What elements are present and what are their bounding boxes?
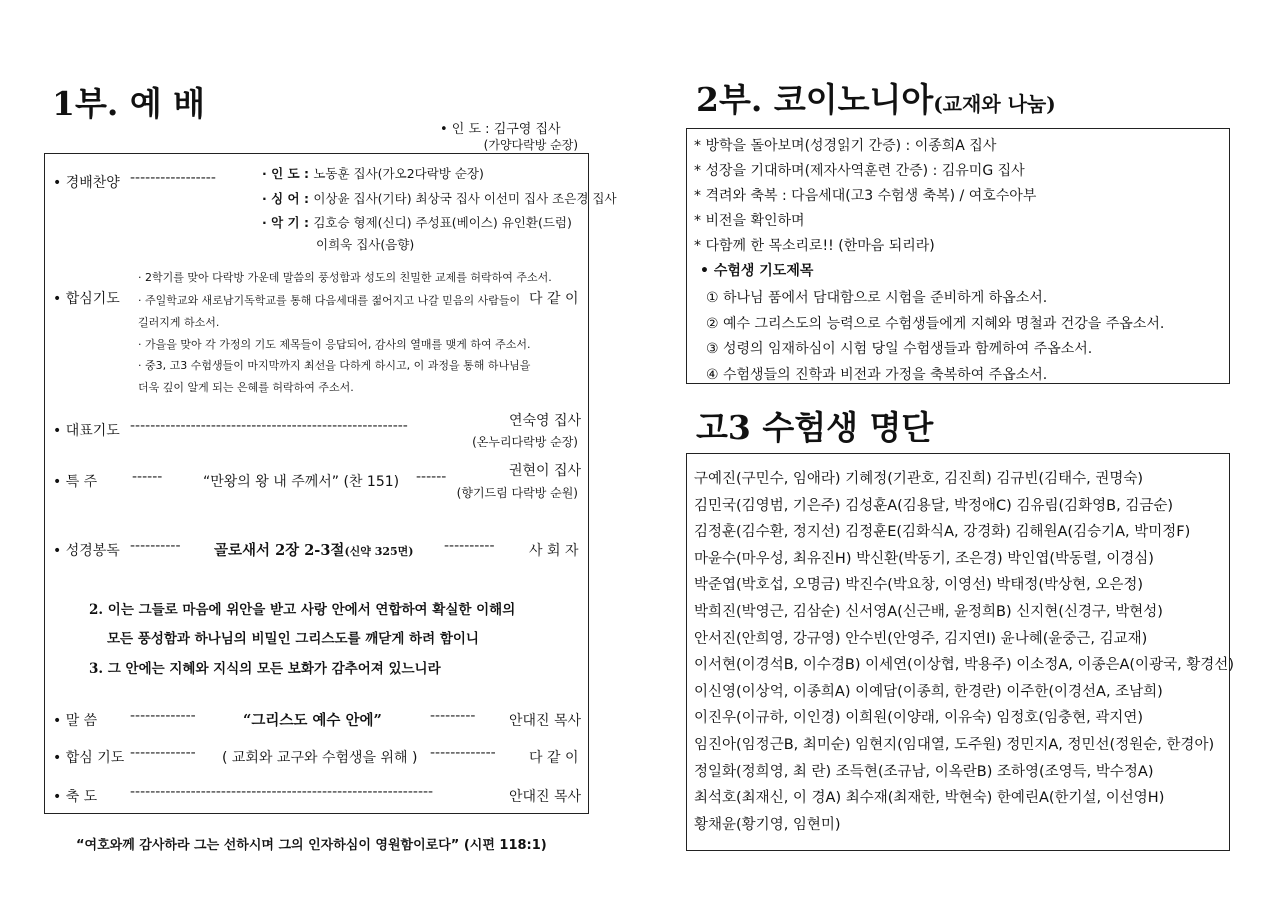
footer-verse: “여호와께 감사하라 그는 선하시며 그의 인자하심이 영원함이로다” (시편 118:1) [76, 838, 547, 853]
special-dash-left: ------ [132, 469, 163, 485]
student-list-line: 최석호(최재신, 이 경A) 최수재(최재한, 박현숙) 한예린A(한기설, 이선영H) [694, 790, 1165, 807]
koinonia-item-5: * 다함께 한 목소리로!! (한마음 되리라) [694, 238, 935, 254]
student-list-line: 박희진(박영근, 김삼순) 신서영A(신근배, 윤정희B) 신지현(신경구, 박현성) [694, 604, 1163, 620]
prayer-item-3: · 가을을 맞아 각 가정의 기도 제목들이 응답되어, 감사의 열매를 맺게 하여 주소서. [138, 338, 531, 351]
special-song: “만왕의 왕 내 주께서” (찬 151) [203, 474, 400, 490]
part2-title: 2부. 코이노니아(교재와 나눔) [696, 80, 1056, 119]
prayer-item-2b: 길러지게 하소서. [138, 316, 220, 329]
verse-line-1: 2. 이는 그들로 마음에 위안을 받고 사랑 안에서 연합하여 확실한 이해의 [89, 602, 516, 618]
worship-line-leader: · 인 도 : 노동훈 집사(가오2다락방 순장) [262, 166, 484, 181]
sermon-dash-left: ------------- [130, 708, 196, 724]
student-prayer-title: • 수험생 기도제목 [700, 263, 814, 279]
worship-dashes: ----------------- [130, 170, 216, 186]
student-list-line: 김민국(김영범, 기은주) 김성훈A(김용달, 박정애C) 김유림(김화영B, 김금순) [694, 497, 1173, 514]
verse-line-2: 모든 풍성함과 하나님의 비밀인 그리스도를 깨닫게 하려 함이니 [107, 631, 479, 647]
student-prayer-3: ③ 성령의 임재하심이 시험 당일 수험생들과 함께하여 주옵소서. [706, 341, 1093, 357]
reading-label: • 성경봉독 [53, 543, 120, 559]
reading-dash-left: ---------- [130, 538, 181, 554]
blessing-right: 안대진 목사 [509, 789, 582, 805]
reading-passage: 골로새서 2장 2-3절(신약 325면) [214, 542, 414, 559]
verse-line-3: 3. 그 안에는 지혜와 지식의 모든 보화가 감추어져 있느니라 [89, 661, 441, 677]
worship-label: • 경배찬양 [53, 175, 120, 191]
part1-title: 1부. 예 배 [52, 84, 206, 123]
koinonia-item-1: * 방학을 돌아보며(성경읽기 간증) : 이종희A 집사 [694, 138, 997, 154]
student-list-line: 김정훈(김수환, 정지선) 김정훈E(김화식A, 강경화) 김해원A(김승기A, 박미정F) [694, 524, 1191, 541]
worship-line-singers: · 싱 어 : 이상윤 집사(기타) 최상국 집사 이선미 집사 조은경 집사 [262, 191, 617, 206]
students-title: 고3 수험생 명단 [696, 408, 934, 447]
student-list-line: 안서진(안희영, 강규영) 안수빈(안영주, 김지연I) 윤나혜(윤중근, 김교재) [694, 630, 1148, 647]
koinonia-item-3: * 격려와 축복 : 다음세대(고3 수험생 축복) / 여호수아부 [694, 188, 1037, 204]
student-list-line: 임진아(임정근B, 최미순) 임현지(임대열, 도주원) 정민지A, 정민선(정원순, 한경아) [694, 737, 1215, 753]
student-prayer-1: ① 하나님 품에서 담대함으로 시험을 준비하게 하옵소서. [706, 290, 1048, 306]
special-sub: (향기드림 다락방 순원) [456, 486, 578, 500]
blessing-dashes: ------------------------------------------------------------ [130, 784, 434, 800]
koinonia-item-4: * 비전을 확인하며 [694, 213, 805, 229]
prayer2-right: 다 같 이 [529, 750, 579, 766]
prayer-item-4b: 더욱 깊이 알게 되는 은혜를 허락하여 주소서. [138, 381, 354, 394]
special-label: • 특 주 [53, 474, 98, 490]
rep-prayer-sub: (온누리다락방 순장) [472, 435, 578, 449]
koinonia-item-2: * 성장을 기대하며(제자사역훈련 간증) : 김유미G 집사 [694, 163, 1025, 179]
prayer2-label: • 합심 기도 [53, 750, 125, 766]
rep-prayer-label: • 대표기도 [53, 423, 120, 439]
rep-prayer-name: 연숙영 집사 [509, 413, 582, 429]
prayer-item-1: · 2학기를 맞아 다락방 가운데 말씀의 풍성함과 성도의 친밀한 교제를 허락하여 주소서. [138, 271, 552, 284]
prayer2-dash-left: ------------- [130, 745, 196, 761]
student-list-line: 정일화(정희영, 최 란) 조득현(조규남, 이옥란B) 조하영(조영득, 박수정A) [694, 763, 1154, 780]
student-list-line: 마윤수(마우성, 최유진H) 박신환(박동기, 조은경) 박인엽(박동렬, 이경심) [694, 550, 1154, 567]
student-list-line: 이진우(이규하, 이인경) 이희원(이양래, 이유숙) 임정호(임충현, 곽지연) [694, 710, 1144, 727]
special-dash-right: ------ [416, 469, 447, 485]
student-prayer-4: ④ 수험생들의 진학과 비전과 가정을 축복하여 주옵소서. [706, 367, 1048, 383]
sermon-label: • 말 씀 [53, 713, 98, 729]
prayer-together-right: 다 같 이 [529, 291, 579, 307]
prayer2-text: ( 교회와 교구와 수험생을 위해 ) [222, 750, 418, 766]
prayer2-dash-right: ------------- [430, 745, 496, 761]
reading-dash-right: ---------- [444, 538, 495, 554]
prayer-item-2: · 주일학교와 새로남기독학교를 통해 다음세대를 젊어지고 나갈 믿음의 사람들이 [138, 294, 521, 307]
leader-sub: (가양다락방 순장) [483, 138, 578, 152]
prayer-together-label: • 합심기도 [53, 291, 120, 307]
sermon-right: 안대진 목사 [509, 713, 582, 729]
student-list-line: 황채윤(황기영, 임현미) [694, 816, 841, 833]
special-name: 권현이 집사 [509, 463, 582, 479]
student-list-line: 박준엽(박호섭, 오명금) 박진수(박요창, 이영선) 박태정(박상현, 오은정) [694, 577, 1144, 594]
part2-title-sub: (교재와 나눔) [933, 92, 1056, 116]
prayer-item-4: · 중3, 고3 수험생들이 마지막까지 최선을 다하게 하시고, 이 과정을 통해 하나님을 [138, 359, 531, 372]
sermon-title: “그리스도 예수 안에” [243, 712, 382, 729]
sermon-dash-right: --------- [430, 708, 476, 724]
worship-line-instruments: · 악 기 : 김호승 형제(신디) 주성표(베이스) 유인환(드럼) [262, 215, 572, 230]
rep-prayer-dashes: ------------------------------------------------------- [130, 418, 408, 434]
leader-line: • 인 도 : 김구영 집사 [440, 122, 561, 137]
blessing-label: • 축 도 [53, 789, 98, 805]
reading-right: 사 회 자 [529, 543, 579, 559]
student-list-line: 이신영(이상억, 이종희A) 이예담(이종희, 한경란) 이주한(이경선A, 조남희) [694, 683, 1163, 700]
student-prayer-2: ② 예수 그리스도의 능력으로 수험생들에게 지혜와 명철과 건강을 주옵소서. [706, 316, 1165, 332]
student-list-line: 구예진(구민수, 임애라) 기혜정(기관호, 김진희) 김규빈(김태수, 권명숙) [694, 471, 1144, 487]
worship-line-sound: 이희욱 집사(음향) [316, 237, 415, 252]
student-list-line: 이서현(이경석B, 이수경B) 이세연(이상협, 박용주) 이소정A, 이종은A(이광국, 황경선) [694, 657, 1234, 674]
